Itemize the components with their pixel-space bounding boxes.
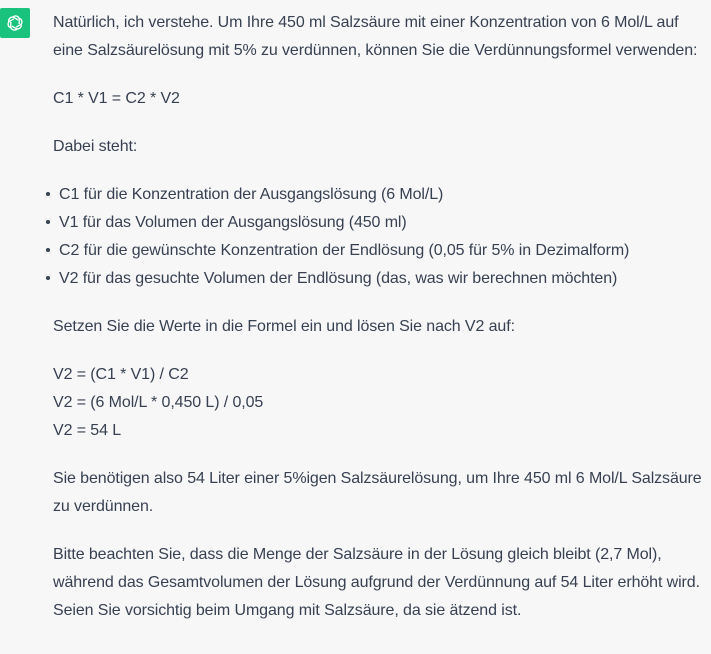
list-item: V2 für das gesuchte Volumen der Endlösung (das, was wir berechnen möchten)	[59, 265, 705, 293]
list-item: C2 für die gewünschte Konzentration der Endlösung (0,05 für 5% in Dezimalform)	[59, 237, 705, 265]
where-label: Dabei steht:	[53, 138, 138, 155]
calculation-line: V2 = 54 L	[53, 422, 122, 439]
variable-list	[53, 181, 705, 293]
dilution-formula: C1 * V1 = C2 * V2	[53, 90, 180, 107]
message-content	[53, 9, 705, 645]
calculation-block	[53, 361, 705, 445]
assistant-avatar	[0, 8, 30, 38]
calculation-line: V2 = (C1 * V1) / C2	[53, 366, 189, 383]
note-paragraph: Bitte beachten Sie, dass die Menge der Salzsäure in der Lösung gleich bleibt (2,7 Mol), während das Gesamtvolumen der Lösung aufgrund der Verdünnung auf 54 Liter erhöht wird. Seien Sie vorsichtig beim Umgang mit Salzsäure, da sie ätzend ist.	[53, 546, 700, 619]
solve-instruction: Setzen Sie die Werte in die Formel ein und lösen Sie nach V2 auf:	[53, 318, 515, 335]
result-paragraph: Sie benötigen also 54 Liter einer 5%igen Salzsäurelösung, um Ihre 450 ml 6 Mol/L Salzsäure zu verdünnen.	[53, 470, 702, 515]
openai-logo-icon	[4, 12, 26, 34]
calculation-line: V2 = (6 Mol/L * 0,450 L) / 0,05	[53, 394, 264, 411]
list-item: V1 für das Volumen der Ausgangslösung (450 ml)	[59, 209, 705, 237]
intro-paragraph: Natürlich, ich verstehe. Um Ihre 450 ml Salzsäure mit einer Konzentration von 6 Mol/L auf eine Salzsäurelösung mit 5% zu verdünnen, können Sie die Verdünnungsformel verwenden:	[53, 14, 698, 59]
list-item: C1 für die Konzentration der Ausgangslösung (6 Mol/L)	[59, 181, 705, 209]
